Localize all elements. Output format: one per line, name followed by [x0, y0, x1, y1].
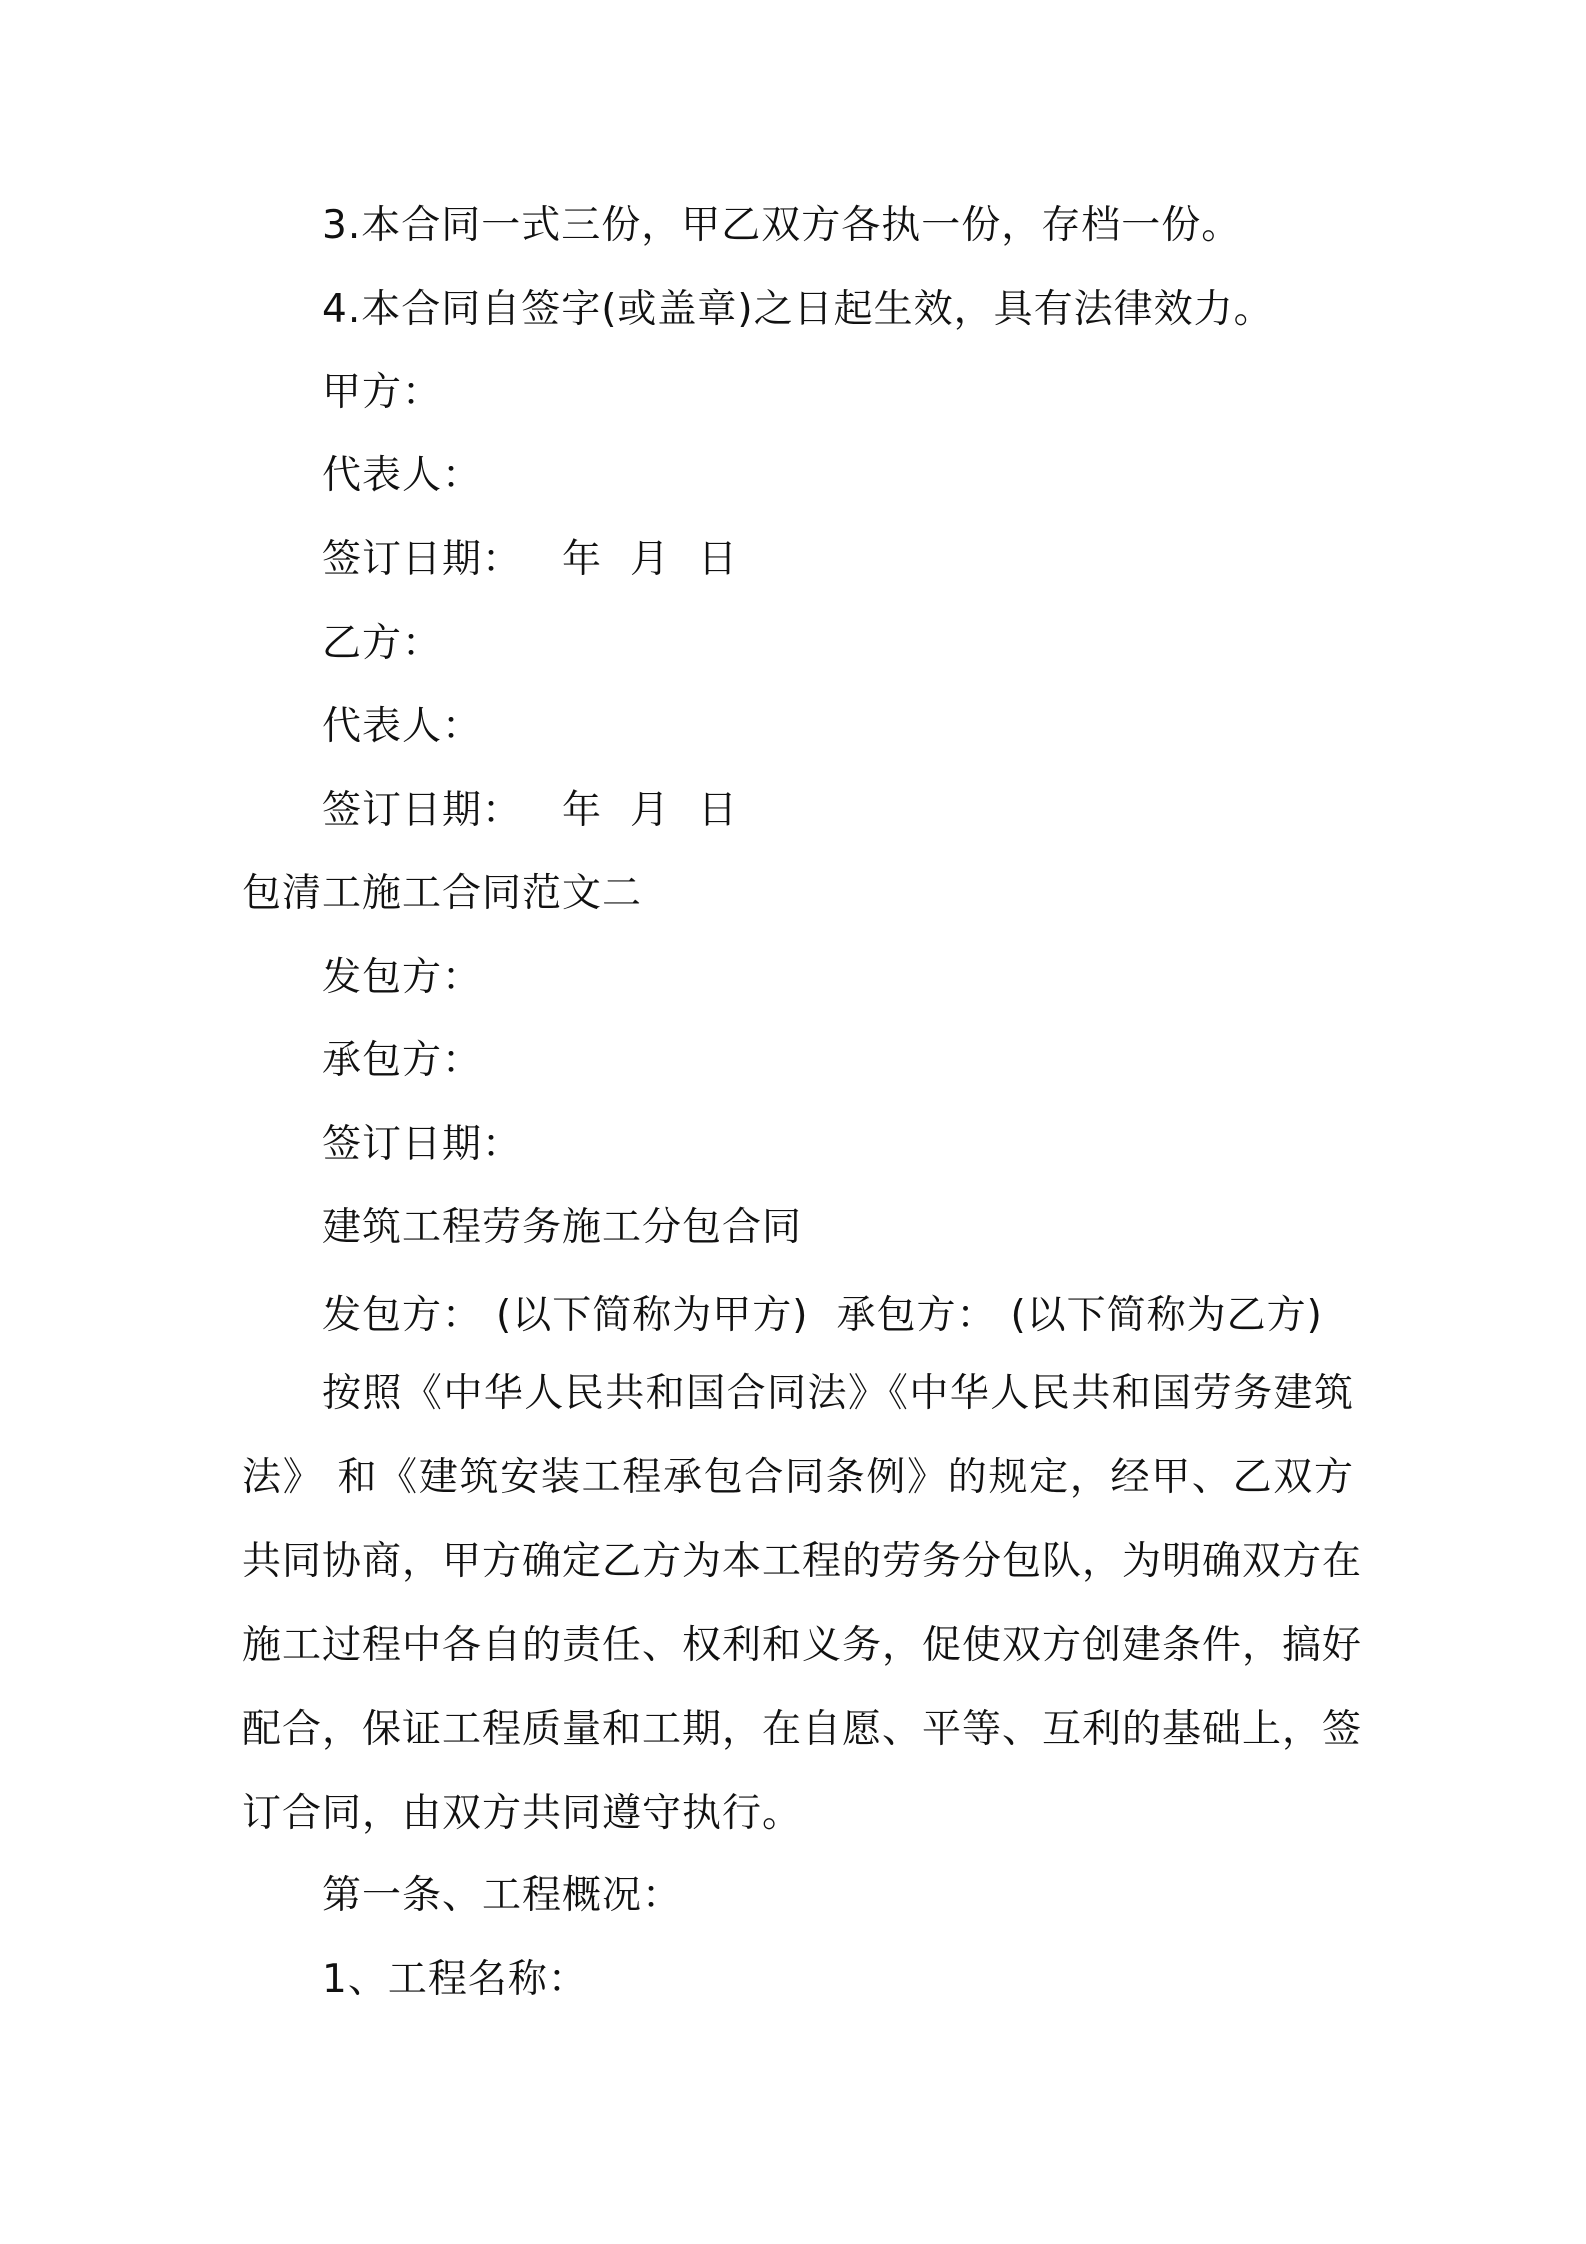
- contractor-field: 承包方：: [322, 1038, 483, 1083]
- preamble-paragraph: [242, 1370, 1363, 1874]
- preamble-line: 法》 和《建筑安装工程承包合同条例》的规定，经甲、乙双方: [242, 1455, 1354, 1500]
- contractor-note: (以下简称为乙方): [1010, 1293, 1323, 1338]
- preamble-line: 共同协商，甲方确定乙方为本工程的劳务分包队，为明确双方在: [242, 1539, 1363, 1584]
- sign-date-label: 签订日期：: [322, 537, 523, 582]
- issuer-label: 发包方：: [322, 1293, 483, 1338]
- item-one: 1、工程名称：: [322, 1957, 588, 2002]
- article-one-heading: 第一条、工程概况：: [322, 1873, 683, 1918]
- sign-date-field: 签订日期：: [322, 1122, 523, 1167]
- preamble-line: 按照《中华人民共和国合同法》《中华人民共和国劳务建筑: [322, 1371, 1354, 1416]
- party-a-label: 甲方：: [322, 370, 443, 415]
- issuer-field: 发包方：: [322, 955, 483, 1000]
- party-b-sign-date: [322, 787, 738, 835]
- clause-3: 3.本合同一式三份，甲乙双方各执一份，存档一份。: [322, 203, 1242, 248]
- contract-title: 建筑工程劳务施工分包合同: [322, 1205, 803, 1250]
- year-label: 年: [562, 788, 603, 833]
- sign-date-label: 签订日期：: [322, 788, 523, 833]
- issuer-note: (以下简称为甲方): [496, 1293, 809, 1338]
- party-a-representative: 代表人：: [322, 453, 483, 498]
- preamble-line: 配合，保证工程质量和工期，在自愿、平等、互利的基础上，签: [242, 1707, 1363, 1752]
- clause-4: 4.本合同自签字(或盖章)之日起生效，具有法律效力。: [322, 287, 1274, 332]
- month-label: 月: [630, 537, 671, 582]
- party-b-representative: 代表人：: [322, 704, 483, 749]
- preamble-line: 施工过程中各自的责任、权利和义务，促使双方创建条件，搞好: [242, 1623, 1363, 1668]
- party-a-sign-date: [322, 536, 738, 584]
- party-b-label: 乙方：: [322, 621, 443, 666]
- preamble-line: 订合同，由双方共同遵守执行。: [242, 1791, 803, 1836]
- month-label: 月: [630, 788, 671, 833]
- day-label: 日: [698, 788, 739, 833]
- year-label: 年: [562, 537, 603, 582]
- section-title: 包清工施工合同范文二: [242, 871, 643, 916]
- day-label: 日: [698, 537, 739, 582]
- contractor-label: 承包方：: [836, 1293, 997, 1338]
- parties-line: [322, 1292, 1323, 1340]
